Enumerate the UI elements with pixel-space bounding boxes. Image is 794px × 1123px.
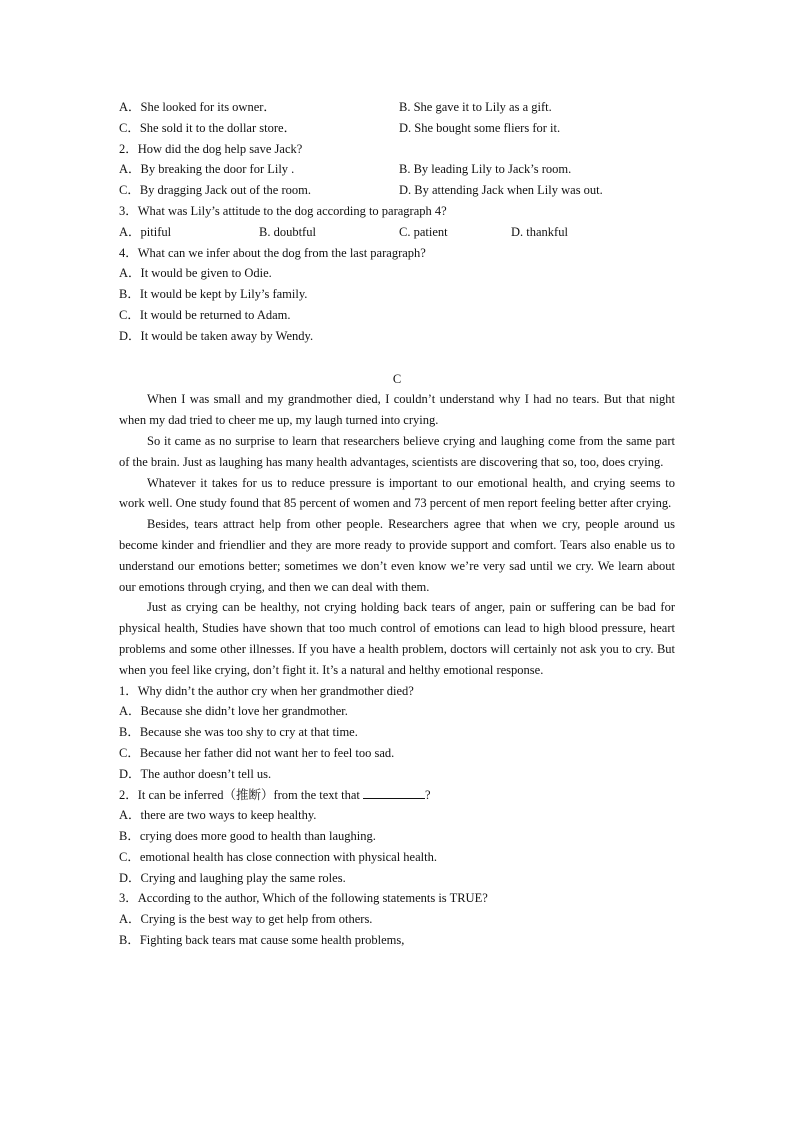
- option-a: A．Crying is the best way to get help from others.: [119, 912, 373, 927]
- question-stem: 3．What was Lily’s attitude to the dog according to paragraph 4?: [119, 203, 447, 218]
- option-d: D．The author doesn’t tell us.: [119, 766, 272, 781]
- section-heading: C: [392, 371, 402, 386]
- option-d: D. She bought some fliers for it.: [399, 120, 561, 135]
- question-stem: 4．What can we infer about the dog from the last paragraph?: [119, 245, 426, 260]
- question-stem: 2．How did the dog help save Jack?: [119, 141, 303, 156]
- option-d: D. thankful: [511, 224, 568, 239]
- option-b: B．Fighting back tears mat cause some health problems,: [119, 933, 405, 948]
- option-c: C．emotional health has close connection with physical health.: [119, 849, 437, 864]
- option-a: A．Because she didn’t love her grandmother.: [119, 704, 348, 719]
- answer-blank: [363, 787, 425, 799]
- passage-paragraph: So it came as no surprise to learn that researchers believe crying and laughing come from the same part of the brain. Just as laughing has many health advantages, scientists are discovering that so, too, does crying.: [119, 433, 675, 469]
- option-a: A．She looked for its owner．: [119, 100, 276, 114]
- question-stem: [119, 785, 675, 806]
- option-c: C．It would be returned to Adam.: [119, 307, 291, 322]
- option-b: B．It would be kept by Lily’s family.: [119, 287, 308, 302]
- option-a: A．It would be given to Odie.: [119, 266, 272, 281]
- option-b: B．Because she was too shy to cry at that time.: [119, 725, 358, 740]
- question-stem: 3．According to the author, Which of the following statements is TRUE?: [119, 891, 488, 906]
- option-a: A．there are two ways to keep healthy.: [119, 808, 317, 823]
- option-row: [119, 180, 675, 201]
- question-stem: 1．Why didn’t the author cry when her grandmother died?: [119, 683, 414, 698]
- exam-page: [119, 97, 675, 951]
- option-c: C．By dragging Jack out of the room.: [119, 183, 311, 198]
- option-d: D. By attending Jack when Lily was out.: [399, 183, 603, 198]
- passage-paragraph: When I was small and my grandmother died, I couldn’t understand why I had no tears. But that night when my dad tried to cheer me up, my laugh turned into crying.: [119, 392, 675, 428]
- option-c: C．Because her father did not want her to feel too sad.: [119, 745, 395, 760]
- stem-end: ?: [425, 787, 431, 802]
- option-a: A．pitiful: [119, 224, 172, 239]
- option-d: D．Crying and laughing play the same roles.: [119, 870, 346, 885]
- stem-text: 2．It can be inferred（推断）from the text that: [119, 787, 364, 802]
- option-b: B. By leading Lily to Jack’s room.: [399, 162, 572, 177]
- option-row: [119, 97, 675, 118]
- passage-paragraph: Whatever it takes for us to reduce pressure is important to our emotional health, and crying seems to work well. One study found that 85 percent of women and 73 percent of men report feeling better after crying.: [119, 475, 675, 511]
- option-b: B. doubtful: [259, 224, 316, 239]
- passage-paragraph: Besides, tears attract help from other people. Researchers agree that when we cry, people around us become kinder and friendlier and they are more ready to provide support and comfort. Tears also enable us to understand our emotions better; sometimes we don’t even know we’re very sad until we cry. We learn about our emotions through crying, and then we can deal with them.: [119, 517, 675, 594]
- passage-paragraph: Just as crying can be healthy, not crying holding back tears of anger, pain or suffering can be bad for physical health, Studies have shown that too much control of emotions can lead to high blood pressure, heart problems and some other illnesses. If you have a health problem, doctors will certainly not ask you to cry. But when you feel like crying, don’t fight it. It’s a natural and helthy emotional response.: [119, 600, 675, 677]
- option-a: A．By breaking the door for Lily .: [119, 162, 295, 177]
- option-row: [119, 159, 675, 180]
- option-c: C．She sold it to the dollar store．: [119, 120, 297, 135]
- option-b: B．crying does more good to health than laughing.: [119, 829, 376, 844]
- option-c: C. patient: [399, 224, 448, 239]
- option-b: B. She gave it to Lily as a gift.: [399, 100, 552, 114]
- option-d: D．It would be taken away by Wendy.: [119, 328, 314, 343]
- option-row: [119, 118, 675, 139]
- option-row: [119, 222, 675, 243]
